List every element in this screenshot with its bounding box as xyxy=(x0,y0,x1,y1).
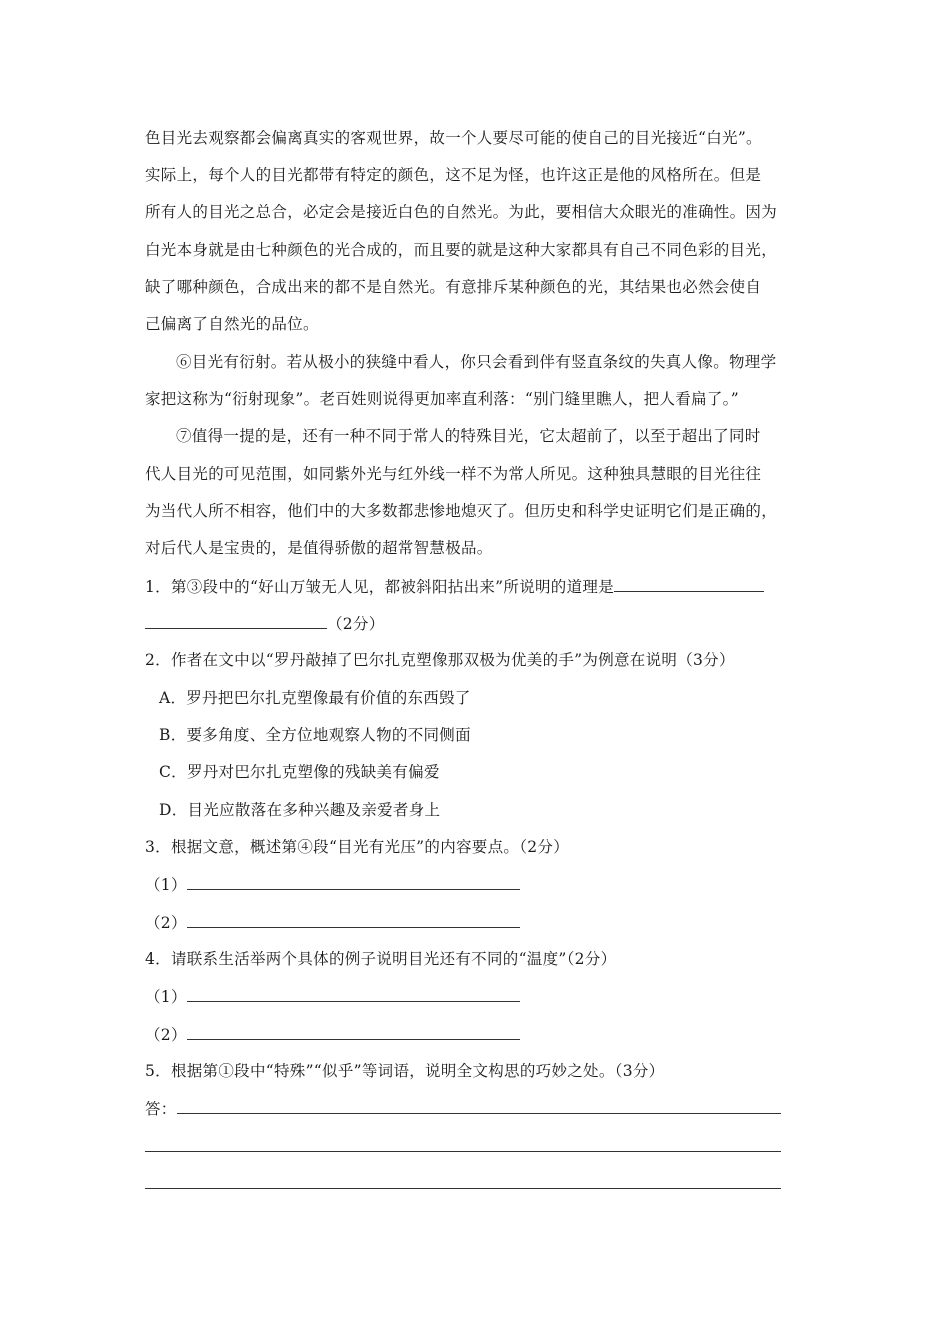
answer-number: （1） xyxy=(145,876,187,894)
answer-blank[interactable] xyxy=(187,874,520,890)
answer-number: （2） xyxy=(145,1026,187,1044)
passage-line: 缺了哪种颜色，合成出来的都不是自然光。有意排斥某种颜色的光，其结果也必然会使自 xyxy=(145,278,762,296)
option-c[interactable]: C．罗丹对巴尔扎克塑像的残缺美有偏爱 xyxy=(159,763,440,781)
passage-line: 对后代人是宝贵的，是值得骄傲的超常智慧极品。 xyxy=(145,539,493,557)
answer-blank[interactable] xyxy=(614,576,764,592)
question-1 xyxy=(145,576,764,597)
question-5-text: 5．根据第①段中“特殊”“似乎”等词语，说明全文构思的巧妙之处。（3分） xyxy=(145,1062,665,1080)
answer-label: 答： xyxy=(145,1100,177,1118)
question-5-answer xyxy=(145,1098,781,1119)
passage-line: 为当代人所不相容，他们中的大多数都悲惨地熄灭了。但历史和科学史证明它们是正确的， xyxy=(145,502,778,520)
passage-line: 色目光去观察都会偏离真实的客观世界，故一个人要尽可能的使自己的目光接近“白光”。 xyxy=(145,129,762,147)
answer-blank[interactable] xyxy=(187,912,520,928)
answer-blank[interactable] xyxy=(177,1098,781,1114)
passage-line: ⑥目光有衍射。若从极小的狭缝中看人，你只会看到伴有竖直条纹的失真人像。物理学 xyxy=(176,353,777,371)
option-a[interactable]: A．罗丹把巴尔扎克塑像最有价值的东西毁了 xyxy=(159,689,471,707)
passage-line: 代人目光的可见范围，如同紫外光与红外线一样不为常人所见。这种独具慧眼的目光往往 xyxy=(145,465,762,483)
passage-line: 白光本身就是由七种颜色的光合成的，而且要的就是这种大家都具有自己不同色彩的目光， xyxy=(145,241,778,259)
question-3-answer-1 xyxy=(145,874,520,895)
question-4-answer-2 xyxy=(145,1024,520,1045)
answer-number: （2） xyxy=(145,914,187,932)
question-4-text: 4．请联系生活举两个具体的例子说明目光还有不同的“温度”（2分） xyxy=(145,950,617,968)
question-1-continuation xyxy=(145,613,385,634)
question-2-text: 2．作者在文中以“罗丹敲掉了巴尔扎克塑像那双极为优美的手”为例意在说明（3分） xyxy=(145,651,735,669)
option-b[interactable]: B．要多角度、全方位地观察人物的不同侧面 xyxy=(159,726,471,744)
question-1-text: 1．第③段中的“好山万皱无人见，都被斜阳拈出来”所说明的道理是 xyxy=(145,578,615,596)
answer-blank[interactable] xyxy=(145,613,327,629)
question-3-answer-2 xyxy=(145,912,520,933)
question-1-score: （2分） xyxy=(327,615,385,633)
passage-line: 己偏离了自然光的品位。 xyxy=(145,315,319,333)
answer-blank[interactable] xyxy=(145,1136,781,1152)
answer-blank[interactable] xyxy=(145,1173,781,1189)
passage-line: ⑦值得一提的是，还有一种不同于常人的特殊目光，它太超前了，以至于超出了同时 xyxy=(176,427,761,445)
option-d[interactable]: D．目光应散落在多种兴趣及亲爱者身上 xyxy=(159,801,441,819)
answer-blank[interactable] xyxy=(187,986,520,1002)
question-3-text: 3．根据文意，概述第④段“目光有光压”的内容要点。（2分） xyxy=(145,838,570,856)
answer-blank[interactable] xyxy=(187,1024,520,1040)
passage-line: 所有人的目光之总合，必定会是接近白色的自然光。为此，要相信大众眼光的准确性。因为 xyxy=(145,203,778,221)
question-5-answer-line xyxy=(145,1136,781,1157)
question-5-answer-line xyxy=(145,1173,781,1194)
passage-line: 家把这称为“衍射现象”。老百姓则说得更加率直利落：“别门缝里瞧人，把人看扁了。” xyxy=(145,390,739,408)
question-4-answer-1 xyxy=(145,986,520,1007)
answer-number: （1） xyxy=(145,988,187,1006)
passage-line: 实际上，每个人的目光都带有特定的颜色，这不足为怪，也许这正是他的风格所在。但是 xyxy=(145,166,762,184)
